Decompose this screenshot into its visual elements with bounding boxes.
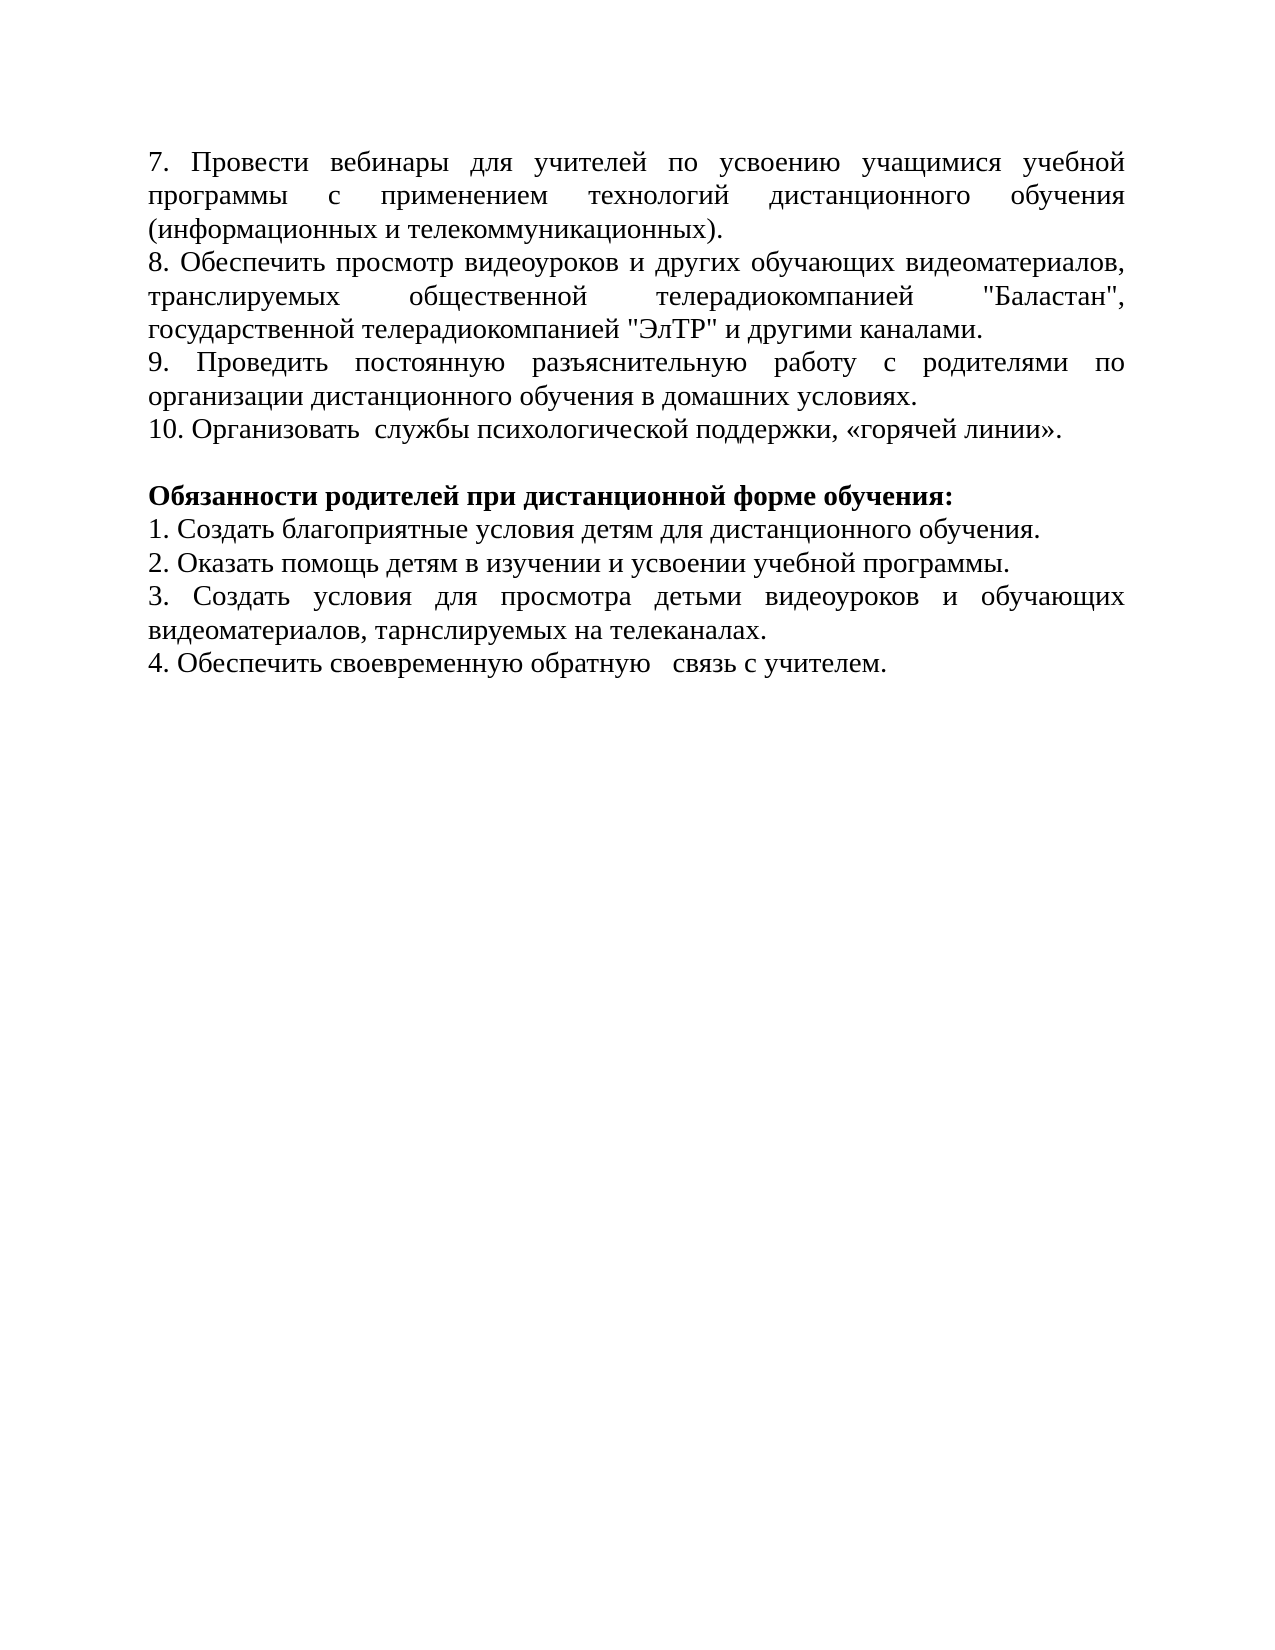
section-heading: Обязанности родителей при дистанционной форме обучения: bbox=[148, 480, 954, 513]
paragraph-line: видеоматериалов, тарнслируемых на телеканалах. bbox=[148, 613, 768, 646]
paragraph-line: 8. Обеспечить просмотр видеоуроков и других обучающих видеоматериалов, bbox=[148, 246, 1125, 279]
paragraph-line: 9. Проведить постоянную разъяснительную работу с родителями по bbox=[148, 346, 1125, 379]
paragraph-line: 7. Провести вебинары для учителей по усвоению учащимися учебной bbox=[148, 146, 1125, 178]
text-content bbox=[148, 146, 1125, 680]
paragraph-line: 10. Организовать службы психологической поддержки, «горячей линии». bbox=[148, 413, 1063, 446]
paragraph-line: (информационных и телекоммуникационных). bbox=[148, 212, 724, 245]
paragraph-line: организации дистанционного обучения в домашних условиях. bbox=[148, 379, 918, 412]
paragraph-line: транслируемых общественной телерадиокомпанией "Баластан", bbox=[148, 279, 1125, 312]
paragraph-line: государственной телерадиокомпанией "ЭлТР" и другими каналами. bbox=[148, 313, 984, 346]
paragraph-line: 3. Создать условия для просмотра детьми видеоуроков и обучающих bbox=[148, 580, 1125, 613]
paragraph-line: 2. Оказать помощь детям в изучении и усвоении учебной программы. bbox=[148, 546, 1011, 579]
paragraph-line: программы с применением технологий дистанционного обучения bbox=[148, 179, 1125, 212]
blank-line bbox=[148, 447, 1125, 480]
paragraph-line: 1. Создать благоприятные условия детям для дистанционного обучения. bbox=[148, 513, 1041, 546]
paragraph-line: 4. Обеспечить своевременную обратную связь с учителем. bbox=[148, 647, 888, 680]
